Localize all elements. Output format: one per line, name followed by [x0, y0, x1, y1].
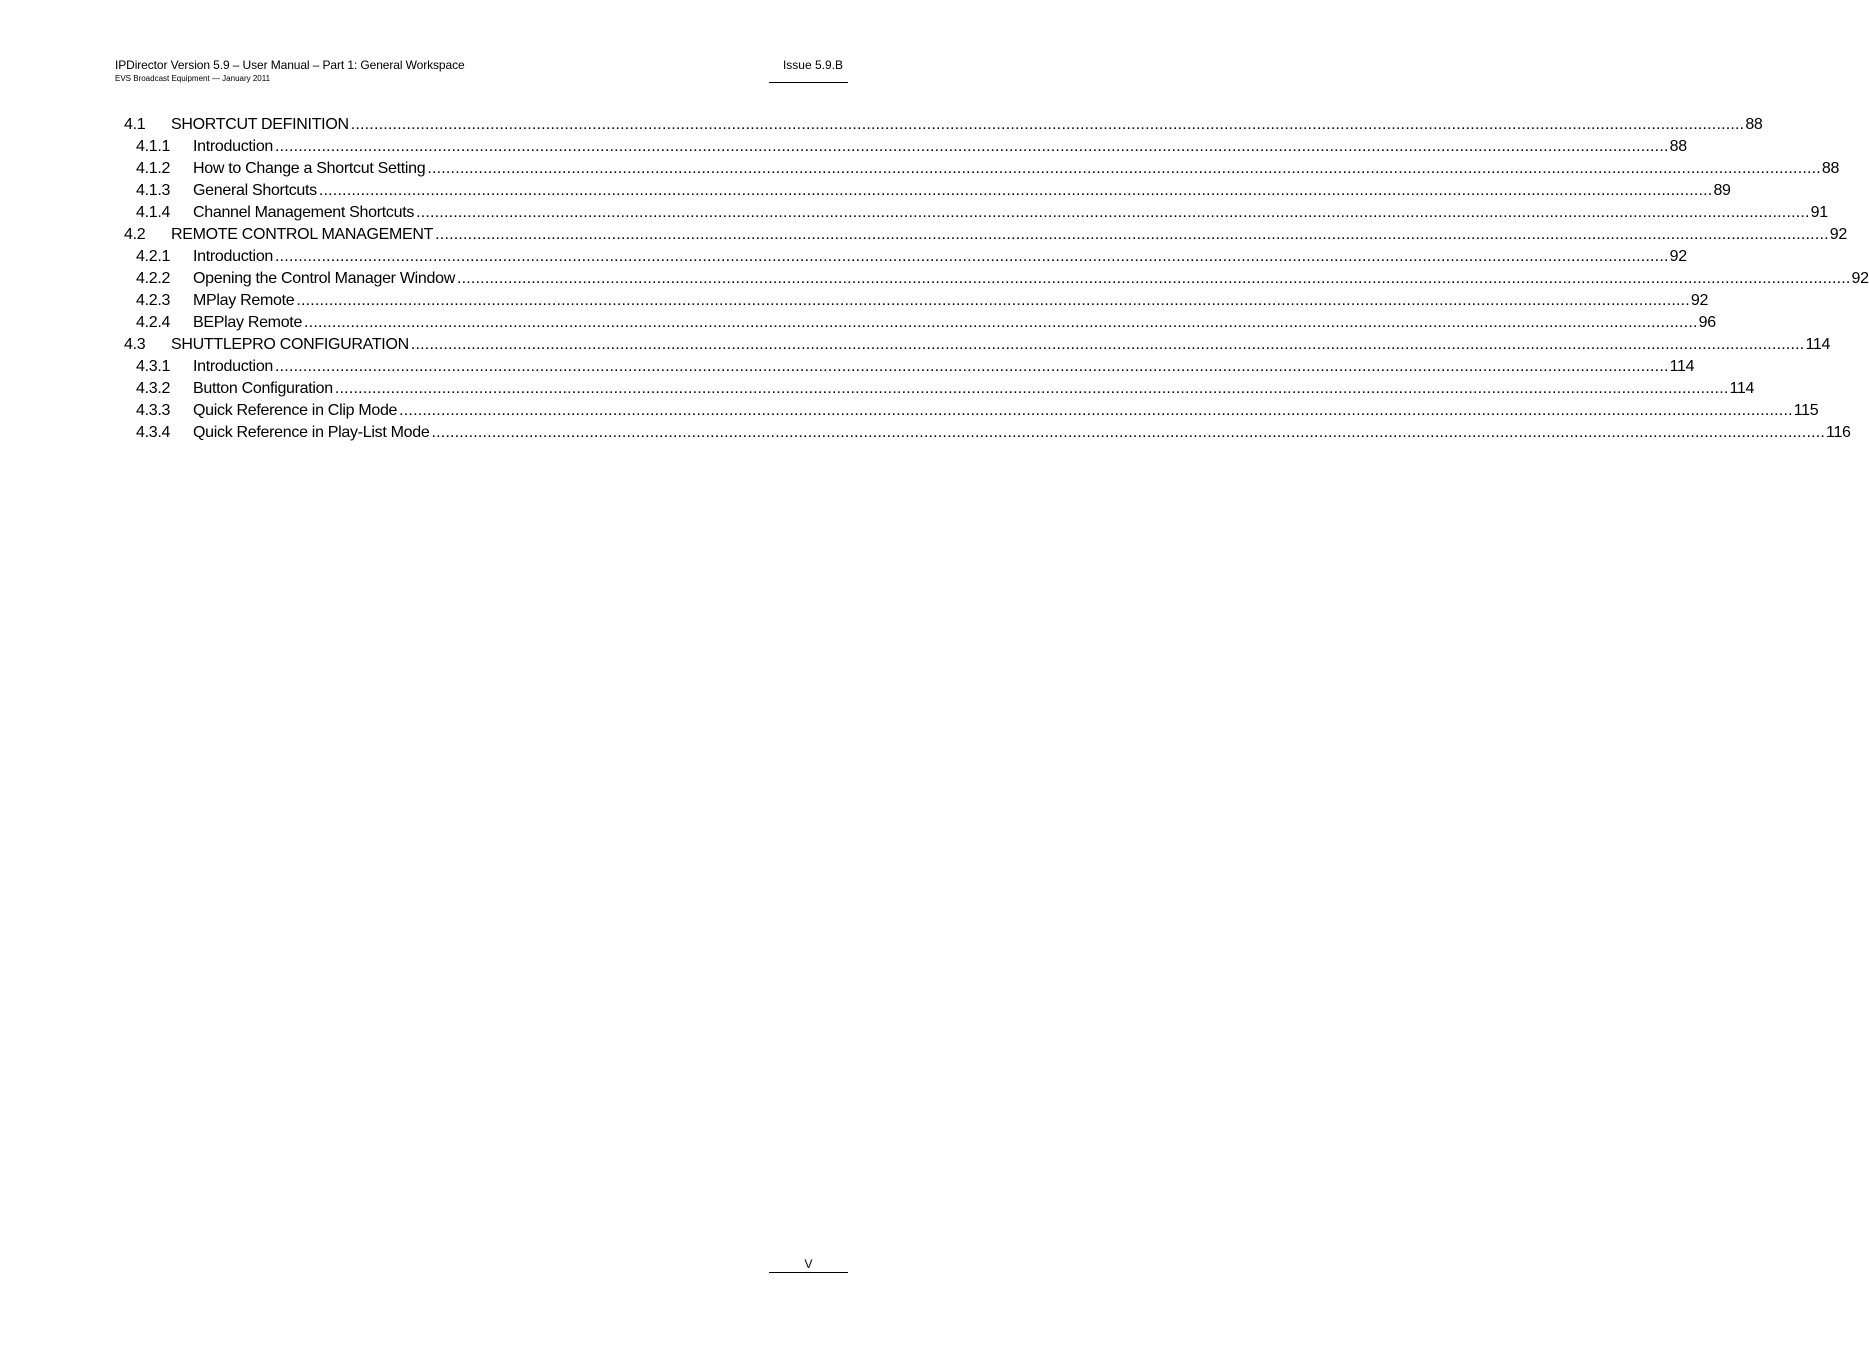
issue-label: Issue 5.9.B [782, 58, 843, 72]
document-title: IPDirector Version 5.9 – User Manual – Part 1: General Workspace [115, 58, 465, 72]
toc-entry-number: 4.2.1 [136, 248, 171, 265]
toc-entry-page: 92 [1669, 248, 1687, 265]
toc-dot-leader: ............................................................................................................................................................................................................................................................................................................ [456, 270, 1851, 287]
toc-entry-page: 115 [1793, 402, 1819, 419]
toc-entry[interactable] [124, 158, 1840, 180]
toc-entry-title: MPlay Remote [193, 292, 295, 309]
toc-entry[interactable] [124, 180, 1731, 202]
toc-entry-page: 92 [1690, 292, 1709, 309]
toc-dot-leader: ............................................................................................................................................................................................................................................................................................................ [275, 138, 1669, 155]
toc-entry-title: BEPlay Remote [193, 314, 303, 331]
document-subtitle: EVS Broadcast Equipment — January 2011 [115, 74, 271, 83]
toc-entry[interactable] [124, 400, 1819, 422]
toc-entry-page: 92 [1829, 226, 1847, 243]
toc-dot-leader: ............................................................................................................................................................................................................................................................................................................ [416, 204, 1810, 221]
toc-entry-number: 4.1.2 [136, 160, 171, 177]
toc-entry-page: 91 [1810, 204, 1828, 221]
toc-dot-leader: ............................................................................................................................................................................................................................................................................................................ [296, 292, 1690, 309]
toc-dot-leader: ............................................................................................................................................................................................................................................................................................................ [304, 314, 1698, 331]
toc-dot-leader: ............................................................................................................................................................................................................................................................................................................ [435, 226, 1829, 243]
toc-entry-title: How to Change a Shortcut Setting [193, 160, 426, 177]
toc-entry-number: 4.1.4 [136, 204, 171, 221]
toc-entry[interactable] [124, 136, 1687, 158]
toc-entry[interactable] [124, 268, 1869, 290]
toc-entry-number: 4.3 [124, 336, 146, 353]
toc-entry-number: 4.3.3 [136, 402, 171, 419]
header-rule [769, 82, 848, 83]
toc-entry-page: 92 [1851, 270, 1869, 287]
toc-dot-leader: ............................................................................................................................................................................................................................................................................................................ [275, 248, 1669, 265]
toc-entry-title: Introduction [193, 248, 274, 265]
toc-entry-page: 89 [1713, 182, 1731, 199]
toc-entry-number: 4.3.2 [136, 380, 171, 397]
footer-rule [769, 1272, 848, 1273]
toc-entry-number: 4.2.3 [136, 292, 171, 309]
toc-dot-leader: ............................................................................................................................................................................................................................................................................................................ [399, 402, 1793, 419]
toc-entry-number: 4.3.4 [136, 424, 171, 441]
toc-entry-title: Channel Management Shortcuts [193, 204, 415, 221]
toc-entry-page: 88 [1669, 138, 1687, 155]
toc-entry-title: SHORTCUT DEFINITION [171, 116, 349, 133]
toc-dot-leader: ............................................................................................................................................................................................................................................................................................................ [275, 358, 1669, 375]
toc-entry[interactable] [124, 202, 1828, 224]
toc-entry-page: 88 [1745, 116, 1763, 133]
toc-entry-title: Quick Reference in Play-List Mode [193, 424, 430, 441]
toc-entry-title: Introduction [193, 358, 274, 375]
toc-entry-number: 4.1.1 [136, 138, 171, 155]
toc-entry-title: Quick Reference in Clip Mode [193, 402, 398, 419]
toc-dot-leader: ............................................................................................................................................................................................................................................................................................................ [334, 380, 1729, 397]
toc-entry-number: 4.1 [124, 116, 146, 133]
toc-entry-title: General Shortcuts [193, 182, 317, 199]
toc-entry[interactable] [124, 312, 1716, 334]
toc-entry[interactable] [124, 422, 1851, 444]
toc-entry-number: 4.3.1 [136, 358, 171, 375]
toc-dot-leader: ............................................................................................................................................................................................................................................................................................................ [427, 160, 1821, 177]
toc-entry[interactable] [124, 334, 1831, 356]
toc-entry-title: Introduction [193, 138, 274, 155]
toc-entry-page: 114 [1805, 336, 1831, 353]
page-number: V [804, 1257, 813, 1271]
toc-entry-page: 96 [1698, 314, 1716, 331]
toc-entry-title: SHUTTLEPRO CONFIGURATION [171, 336, 409, 353]
toc-entry-title: Button Configuration [193, 380, 333, 397]
toc-entry[interactable] [124, 246, 1687, 268]
toc-dot-leader: ............................................................................................................................................................................................................................................................................................................ [431, 424, 1826, 441]
toc-entry-title: Opening the Control Manager Window [193, 270, 455, 287]
toc-entry[interactable] [124, 224, 1847, 246]
toc-entry-number: 4.2 [124, 226, 146, 243]
toc-entry-number: 4.2.4 [136, 314, 171, 331]
table-of-contents [124, 114, 1869, 444]
toc-entry[interactable] [124, 378, 1755, 400]
toc-entry[interactable] [124, 356, 1695, 378]
toc-entry-page: 116 [1826, 424, 1851, 441]
toc-entry-title: REMOTE CONTROL MANAGEMENT [171, 226, 434, 243]
page-header [115, 58, 465, 84]
toc-dot-leader: ............................................................................................................................................................................................................................................................................................................ [410, 336, 1805, 353]
toc-entry-page: 88 [1821, 160, 1840, 177]
toc-entry-page: 114 [1729, 380, 1755, 397]
toc-dot-leader: ............................................................................................................................................................................................................................................................................................................ [318, 182, 1713, 199]
toc-entry[interactable] [124, 290, 1709, 312]
toc-entry-number: 4.1.3 [136, 182, 171, 199]
toc-entry[interactable] [124, 114, 1763, 136]
toc-entry-page: 114 [1669, 358, 1695, 375]
toc-entry-number: 4.2.2 [136, 270, 171, 287]
toc-dot-leader: ............................................................................................................................................................................................................................................................................................................ [350, 116, 1745, 133]
